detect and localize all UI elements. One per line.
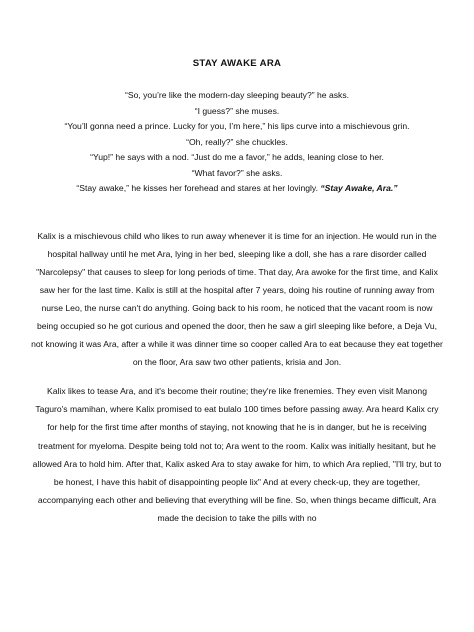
body-paragraph: Kalix likes to tease Ara, and it's become their routine; they're like frenemies. They even visit Manong Taguro's mamihan, where Kalix promised to eat bulalo 100 times before passing away. Ara heard Kalix cry for help for the first time after months of staying, not knowing that he is in danger, but he is receiving treatment for myeloma. Despite being told not to; Ara went to the room. Kalix was initially hesitant, but he allowed Ara to hold him. After that, Kalix asked Ara to stay awake for him, to which Ara replied, "I'll try, but to be honest, I have this habit of disappointing people lix" And at every check-up, they are together, accompanying each other and believing that everything will be fine. So, when things became difficult, Ara made the decision to take the pills with no <box>32 386 442 523</box>
dialogue-line: “Yup!” he says with a nod. “Just do me a favor,” he adds, leaning close to her. <box>90 152 384 162</box>
dialogue-line: “So, you’re like the modern-day sleeping beauty?” he asks. <box>124 90 350 100</box>
dialogue-line-final <box>30 181 444 197</box>
body-paragraph: Kalix is a mischievous child who likes to run away whenever it is time for an injection. He would run in the hospital hallway until he met Ara, lying in her bed, sleeping like a doll, she has a rare disorder called "Narcolepsy" that causes to sleep for long periods of time. That day, Ara awoke for the first time, and Kalix saw her for the last time. Kalix is still at the hospital after 7 years, doing his routine of running away from nurse Leo, the nurse can't do anything. Going back to his room, he noticed that the vacant room is now being occupied so he got curious and opened the door, then he saw a girl sleeping like before, a Deja Vu, not knowing it was Ara, after a while it was dinner time so cooper called Ara to eat because they eat together on the floor, Ara saw two other patients, krisia and Jon. <box>31 230 443 368</box>
dialogue-line: “What favor?” she asks. <box>191 167 283 178</box>
dialogue-block <box>30 88 444 197</box>
dialogue-line: “Oh, really?” she chuckles. <box>186 136 288 147</box>
dialogue-emphasis: “Stay Awake, Ara.” <box>320 183 398 193</box>
dialogue-line: “I guess?” she muses. <box>194 105 280 116</box>
dialogue-line: “You’ll gonna need a prince. Lucky for you, I’m here,” his lips curve into a mischievous grin. <box>64 121 410 131</box>
story-title: STAY AWAKE ARA <box>192 58 282 69</box>
dialogue-final-text: “Stay awake,” he kisses her forehead and stares at her lovingly. <box>76 183 318 193</box>
